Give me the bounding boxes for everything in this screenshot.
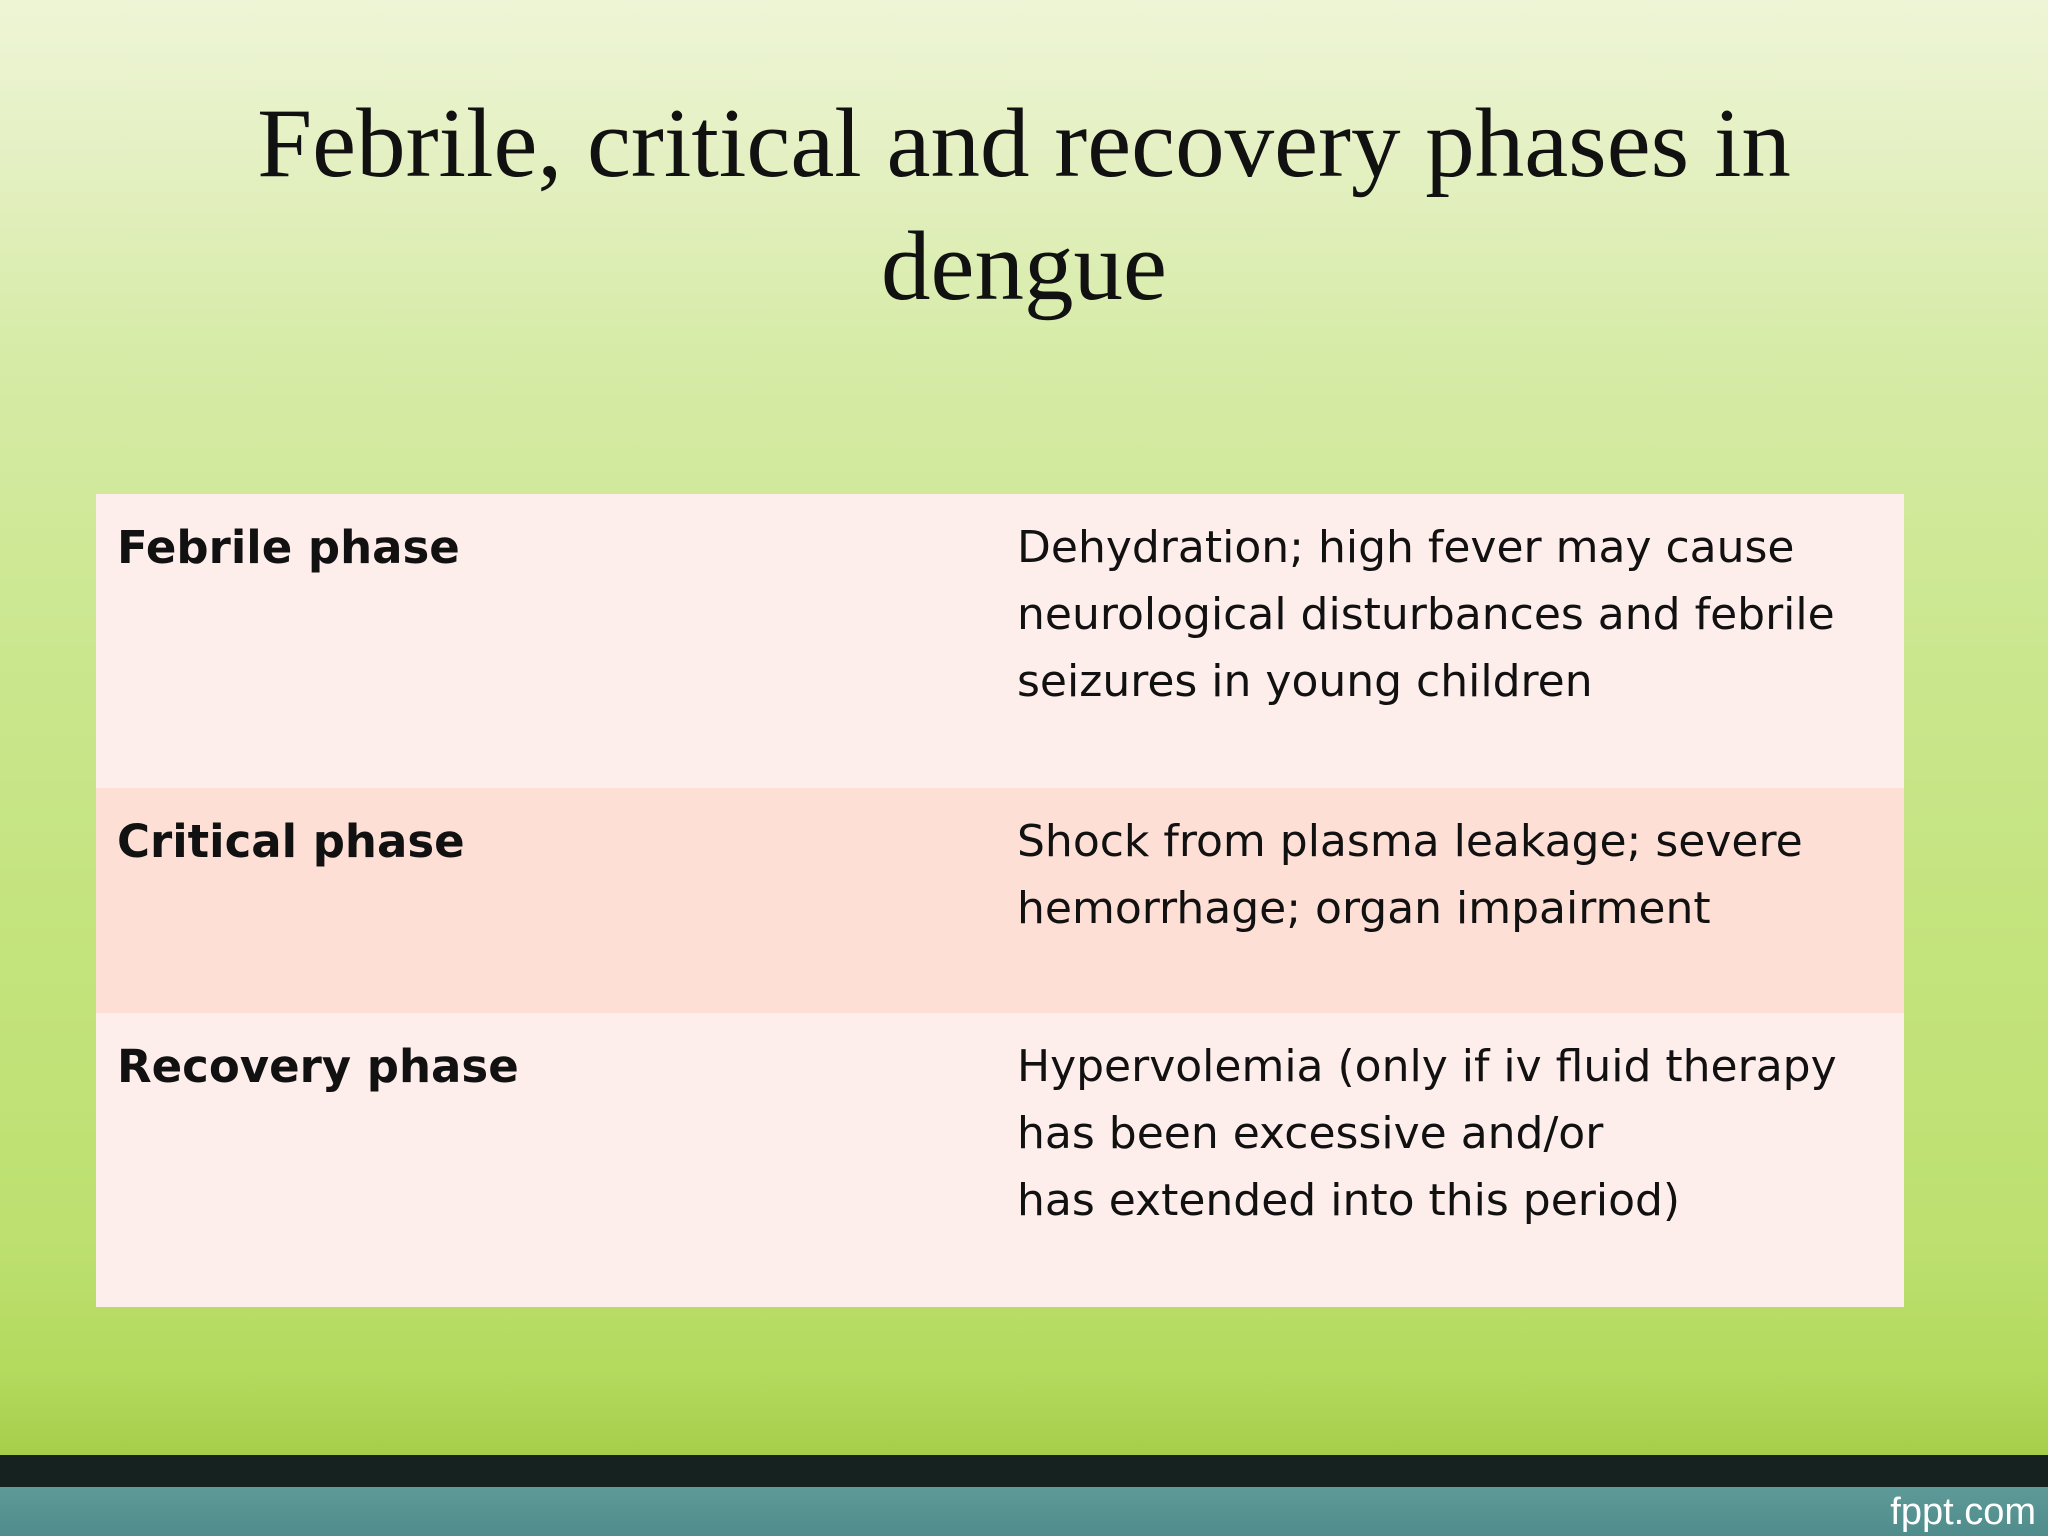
description-line: hemorrhage; organ impairment: [1017, 883, 1711, 934]
phase-table: [96, 494, 1904, 1307]
description-line: has extended into this period): [1017, 1175, 1681, 1226]
phase-name-critical: Critical phase: [117, 815, 465, 868]
description-line: Shock from plasma leakage; severe: [1017, 816, 1803, 867]
slide-title: Febrile, critical and recovery phases in dengue: [257, 89, 1791, 321]
phase-description-critical: [1000, 808, 1904, 1013]
phase-name-febrile: Febrile phase: [117, 521, 460, 574]
footer-teal-band: [0, 1487, 2048, 1536]
description-line: Dehydration; high fever may cause: [1017, 522, 1795, 573]
description-line: has been excessive and/or: [1017, 1108, 1604, 1159]
description-line: seizures in young children: [1017, 656, 1593, 707]
phase-name-recovery: Recovery phase: [117, 1040, 519, 1093]
table-row: [96, 1013, 1904, 1307]
description-line: Hypervolemia (only if iv fluid therapy: [1017, 1041, 1837, 1092]
table-row: [96, 788, 1904, 1013]
phase-description-recovery: [1000, 1033, 1904, 1307]
phase-description-febrile: [1000, 514, 1904, 788]
footer-brand: fppt.com: [1890, 1491, 2036, 1533]
footer-dark-band: [0, 1455, 2048, 1487]
table-row: [96, 494, 1904, 788]
description-line: neurological disturbances and febrile: [1017, 589, 1835, 640]
